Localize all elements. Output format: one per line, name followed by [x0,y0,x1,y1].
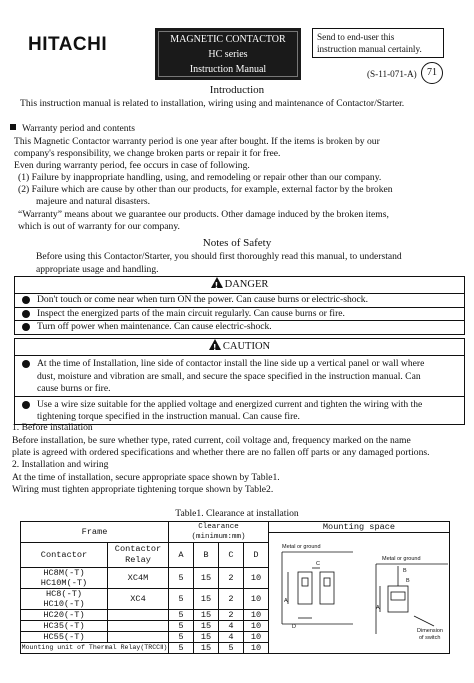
danger-box [14,276,465,335]
title-box [155,28,301,80]
caution-label: CAUTION [222,341,271,352]
dimension-label: Dimension [417,628,443,634]
section-heading: 1. Before installation [12,422,93,433]
table-row-contactor: HC10(-T) [21,599,108,610]
danger-item [15,308,464,322]
table-row-contactor: HC8M(-T) [21,568,108,579]
caution-text: tightening torque specified in the instruction manual. Can cause fire. [37,411,300,422]
table-cell: 4 [219,621,244,632]
warning-triangle-icon [209,339,221,350]
danger-header [15,277,464,294]
metal-ground-label-2: Metal or ground [382,556,421,562]
square-bullet-icon [10,124,16,130]
table-cell: 15 [194,589,219,610]
table-cell: 15 [194,643,219,654]
table-cell: 2 [219,589,244,610]
table-row-contactor: HC10M(-T) [21,578,108,589]
table-cell: 4 [219,632,244,643]
danger-label: DANGER [224,279,269,290]
danger-item-text: Inspect the energized parts of the main circuit regularly. Can cause burns or fire. [37,307,345,319]
table-cell: 2 [219,610,244,621]
title-line-1: MAGNETIC CONTACTOR [170,34,286,45]
table-cell: 10 [244,632,269,643]
table-cell: 10 [244,621,269,632]
section-text: Wiring must tighten appropriate tightening torque shown by Table2. [12,484,274,495]
danger-item-text: Turn off power when maintenance. Can cause electric-shock. [37,321,272,332]
table-row-contactor: HC55(-T) [21,632,108,643]
frame-header: Frame [21,522,169,543]
bullet-icon [22,310,30,318]
table-cell: 2 [219,568,244,589]
relay-col-header: Contactor Relay [108,543,169,568]
metal-ground-label-1: Metal or ground [282,544,321,550]
contactor-detail [324,578,330,586]
warranty-line: “Warranty” means about we guarantee our products. Other damage induced by the broken items, [18,209,389,220]
contactor-col-header: Contactor [21,543,108,568]
warranty-heading-text: Warranty period and contents [22,123,135,134]
table-cell: 5 [219,643,244,654]
caution-text: At the time of Installation, line side of contactor install the line side up a vertical panel or wall where [37,358,425,369]
table-row-relay [108,610,169,621]
danger-item-text: Don't touch or come near when turn ON the power. Can cause burns or electric-shock. [37,294,369,305]
table-caption: Table1. Clearance at installation [175,508,299,519]
warranty-line: company's responsibility, we change broken parts or repair it for free. [14,148,281,159]
introduction-heading: Introduction [209,84,265,96]
dim-b-label: B [406,578,410,584]
mounting-space-header: Mounting space [269,522,449,533]
bullet-icon [22,296,30,304]
warranty-heading [10,123,460,135]
caution-box [14,338,465,425]
section-text: plate is agreed with ordered specifications and whether there are no fallen off parts or any damaged portions. [12,447,430,458]
col-a-header: A [169,543,194,568]
table-cell: 10 [244,610,269,621]
switch-label: of switch [419,635,441,641]
bullet-icon [22,360,30,368]
section-text: At the time of installation, secure appropriate space shown by Table1. [12,472,280,483]
table-row-relay: XC4M [108,568,169,589]
section-text: Before installation, be sure whether type, rated current, coil voltage and, frequency marked on the name [12,435,411,446]
bullet-icon [22,323,30,331]
dim-a-label: A [376,605,380,611]
caution-text: dust, moisture and vibration are small, and secure the space specified in the instruction manual. Can [37,370,421,382]
warranty-line: (2) Failure which are cause by other than our products, for example, external factor by the broken [18,184,393,195]
safety-line: Before using this Contactor/Starter, you should first thoroughly read this manual, to understand [36,251,402,262]
table-cell: 10 [244,568,269,589]
warning-triangle-icon [211,277,223,288]
title-line-3: Instruction Manual [189,64,267,75]
table-cell: 15 [194,621,219,632]
note-line-2: instruction manual certainly. [317,44,422,54]
table-cell: 5 [169,568,194,589]
table-cell: 10 [244,643,269,654]
contactor-outline [298,572,312,604]
table-row-relay [108,632,169,643]
danger-item [15,321,464,334]
safety-heading: Notes of Safety [202,237,272,249]
note-line-1: Send to end-user this [317,32,395,42]
dim-c-label: C [316,561,320,567]
safety-line: appropriate usage and handling. [36,264,159,275]
warranty-line: which is out of warranty for our company. [18,221,180,232]
caution-item [15,397,464,424]
title-line-2: HC series [208,49,248,60]
caution-text: Use a wire size suitable for the applied voltage and energized current and tighten the wiring with the [37,398,423,410]
warranty-line: Even during warranty period, fee occurs in case of following. [14,160,250,171]
table-row-contactor: HC35(-T) [21,621,108,632]
table-row-thermal: Mounting unit of Thermal Relay(TRCCⅡ) [21,643,169,654]
table-row-contactor: HC8(-T) [21,589,108,600]
bullet-icon [22,401,30,409]
warranty-line: This Magnetic Contactor warranty period is one year after bought. If the items is broken by our [14,136,380,147]
table-cell: 5 [169,632,194,643]
circled-number: 71 [421,62,443,84]
caution-text: cause burns or fire. [37,383,111,394]
table-row-relay [108,621,169,632]
table-cell: 15 [194,632,219,643]
table-cell: 15 [194,610,219,621]
contactor-outline [320,572,334,604]
table-cell: 15 [194,568,219,589]
table-cell: 10 [244,589,269,610]
table-cell: 5 [169,589,194,610]
contactor-detail [391,592,405,600]
table-cell: 5 [169,643,194,654]
col-b-header: B [194,543,219,568]
contactor-detail [302,578,308,586]
table-row-relay: XC4 [108,589,169,610]
document-number: (S-11-071-A) [367,69,417,79]
col-c-header: C [219,543,244,568]
caution-header [15,339,464,356]
introduction-text: This instruction manual is related to installation, wiring using and maintenance of Contactor/Starter. [20,98,405,109]
table-cell: 5 [169,610,194,621]
table-row-contactor: HC20(-T) [21,610,108,621]
caution-item [15,356,464,397]
dim-d-label: D [292,624,296,630]
section-heading: 2. Installation and wiring [12,459,109,470]
dim-a-label: A [284,598,288,604]
dim-b-label: B [403,568,407,574]
table-cell: 5 [169,621,194,632]
clearance-header: Clearance (minimum:mm) [169,522,269,543]
hitachi-logo: HITACHI [28,34,108,55]
col-d-header: D [244,543,269,568]
dimension-line [414,616,434,626]
end-user-note [312,28,444,58]
warranty-line: (1) Failure by inappropriate handling, using, and remodeling or repair other than our company. [18,172,382,183]
mounting-space-diagram [278,534,467,654]
warranty-line: majeure and natural disasters. [36,196,151,207]
danger-item [15,294,464,308]
